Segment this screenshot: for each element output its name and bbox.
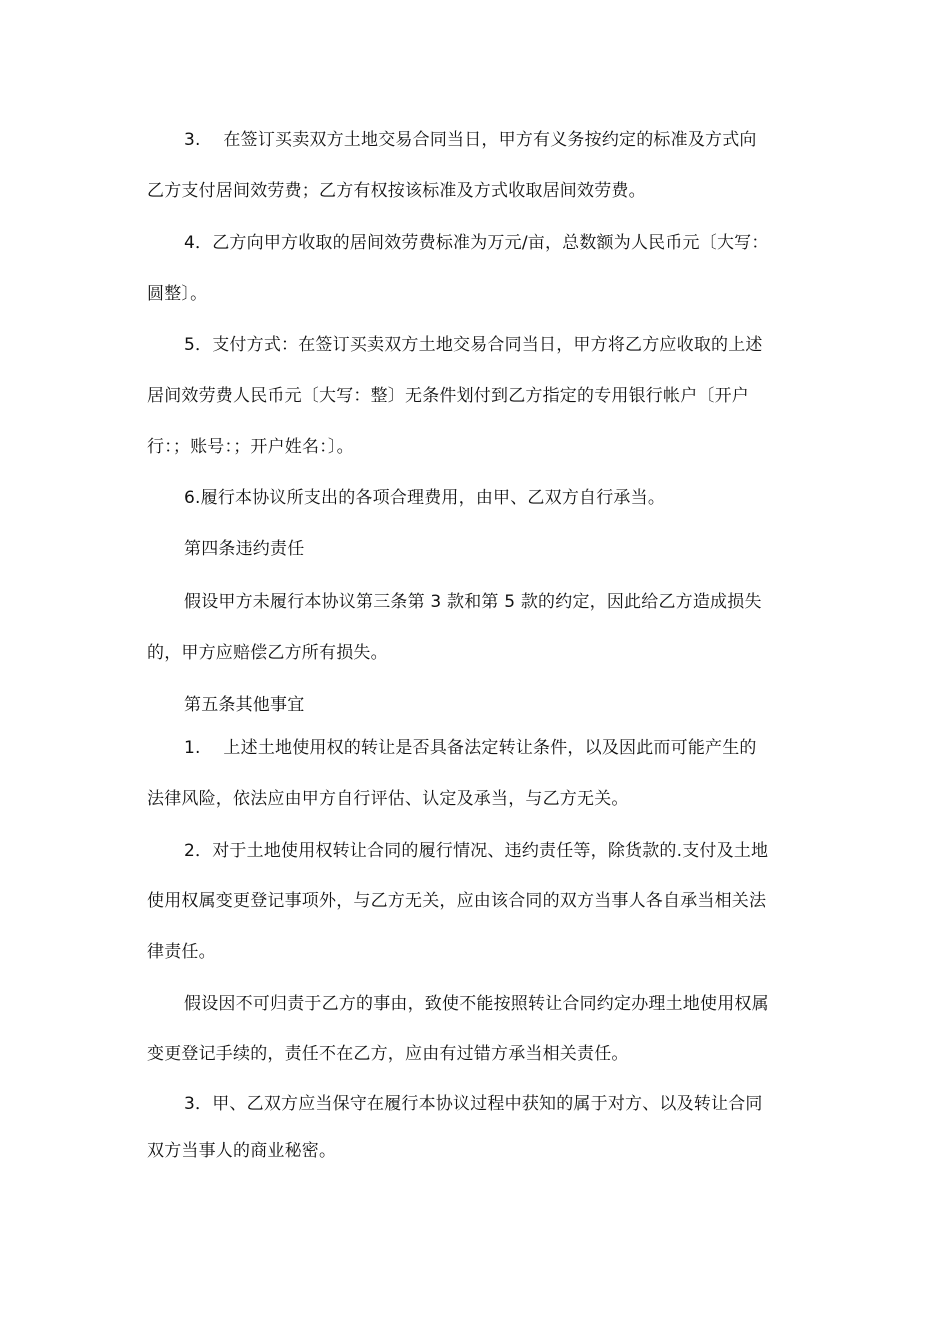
heading-article-5: 第五条其他事宜	[184, 695, 305, 715]
article-4-line-2: 的，甲方应赔偿乙方所有损失。	[147, 643, 388, 663]
paragraph-5-line-1: 5．支付方式：在签订买卖双方土地交易合同当日，甲方将乙方应收取的上述	[184, 335, 763, 355]
article-5-item-2b-line-2: 变更登记手续的，责任不在乙方，应由有过错方承当相关责任。	[147, 1044, 629, 1064]
paragraph-5-line-3: 行：；账号：；开户姓名：〕。	[147, 437, 354, 457]
heading-article-4: 第四条违约责任	[184, 539, 305, 559]
paragraph-6: 6.履行本协议所支出的各项合理费用，由甲、乙双方自行承当。	[184, 488, 666, 508]
article-5-item-2b-line-1: 假设因不可归责于乙方的事由，致使不能按照转让合同约定办理土地使用权属	[184, 994, 769, 1014]
article-5-item-2-line-3: 律责任。	[147, 942, 216, 962]
article-5-item-2-line-1: 2．对于土地使用权转让合同的履行情况、违约责任等，除货款的.支付及土地	[184, 841, 769, 861]
article-4-line-1: 假设甲方未履行本协议第三条第 3 款和第 5 款的约定，因此给乙方造成损失	[184, 592, 762, 612]
article-5-item-3-line-1: 3．甲、乙双方应当保守在履行本协议过程中获知的属于对方、以及转让合同	[184, 1094, 763, 1114]
article-5-item-1-line-2: 法律风险，依法应由甲方自行评估、认定及承当，与乙方无关。	[147, 789, 629, 809]
article-5-item-3-line-2: 双方当事人的商业秘密。	[147, 1141, 337, 1161]
paragraph-5-line-2: 居间效劳费人民币元〔大写：整〕无条件划付到乙方指定的专用银行帐户〔开户	[147, 386, 749, 406]
paragraph-4-line-2: 圆整〕。	[147, 284, 208, 304]
article-5-item-1-line-1: 1. 上述土地使用权的转让是否具备法定转让条件，以及因此而可能产生的	[184, 738, 757, 758]
paragraph-3-line-2: 乙方支付居间效劳费；乙方有权按该标准及方式收取居间效劳费。	[147, 181, 646, 201]
paragraph-4-line-1: 4．乙方向甲方收取的居间效劳费标准为万元/亩，总数额为人民币元〔大写：	[184, 233, 769, 253]
paragraph-3-line-1: 3. 在签订买卖双方土地交易合同当日，甲方有义务按约定的标准及方式向	[184, 130, 757, 150]
article-5-item-2-line-2: 使用权属变更登记事项外，与乙方无关，应由该合同的双方当事人各自承当相关法	[147, 891, 767, 911]
